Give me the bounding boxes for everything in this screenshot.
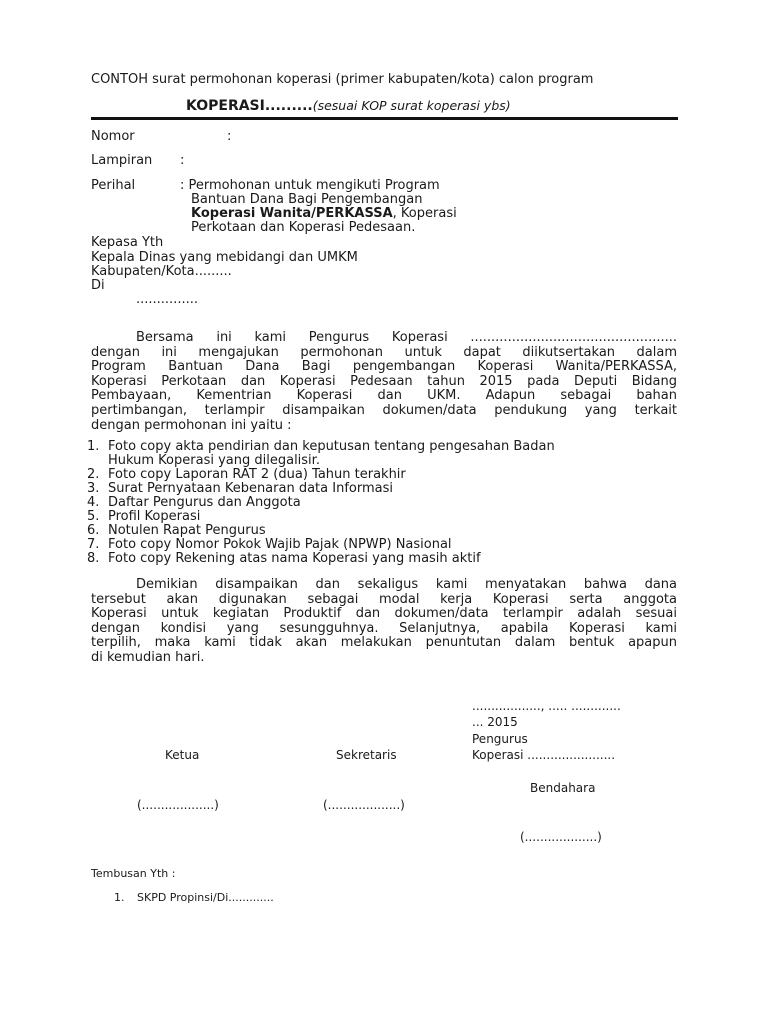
nomor-label: Nomor [91, 129, 135, 144]
paragraph-closing [91, 578, 677, 666]
title-note: (sesuai KOP surat koperasi ybs) [312, 98, 511, 113]
list-item [87, 509, 555, 524]
signature-line-ketua: (...................) [137, 798, 219, 812]
title-koperasi: KOPERASI......... [186, 98, 313, 114]
list-text: Foto copy akta pendirian dan keputusan tentang pengesahan Badan [108, 439, 555, 454]
list-number: 1. [87, 439, 100, 454]
bendahara-label: Bendahara [530, 781, 596, 795]
list-number: 3. [87, 481, 100, 496]
list-text: Notulen Rapat Pengurus [108, 523, 266, 538]
list-number: 4. [87, 495, 100, 510]
list-text: Profil Koperasi [108, 509, 201, 524]
paragraph-line: di kemudian hari. [91, 649, 205, 665]
list-item [87, 481, 555, 496]
address-line: Kepasa Yth [91, 235, 164, 250]
pengurus-label: Pengurus [472, 732, 528, 746]
paragraph-opening [91, 331, 677, 433]
tembusan-item: SKPD Propinsi/Di............. [137, 891, 274, 904]
paragraph-line: Demikian disampaikan dan sekaligus kami menyatakan bahwa dana [136, 577, 677, 592]
address-line: Kepala Dinas yang mebidangi dan UMKM [91, 250, 358, 265]
list-text: Daftar Pengurus dan Anggota [108, 495, 301, 510]
paragraph-line: dengan permohonan ini yaitu : [91, 417, 292, 433]
attachment-list [87, 439, 555, 566]
nomor-colon: : [227, 129, 232, 144]
header-line: CONTOH surat permohonan koperasi (primer kabupaten/kota) calon program [91, 72, 594, 87]
list-text: Hukum Koperasi yang dilegalisir. [108, 453, 320, 468]
list-number: 6. [87, 523, 100, 538]
address-line: Di [91, 278, 105, 293]
list-item [87, 551, 555, 566]
tembusan-number: 1. [114, 891, 125, 904]
document-title [186, 98, 511, 114]
signature-line-bendahara: (...................) [520, 830, 602, 844]
perihal-line: Perkotaan dan Koperasi Pedesaan. [191, 220, 416, 235]
list-item [87, 537, 555, 552]
list-text: Foto copy Laporan RAT 2 (dua) Tahun terakhir [108, 467, 406, 482]
list-item [91, 454, 555, 468]
tembusan-label: Tembusan Yth : [91, 867, 176, 880]
list-number: 8. [87, 551, 100, 566]
paragraph-line: dengan kondisi yang sesungguhnya. Selanjutnya, apabila Koperasi kami [91, 620, 677, 636]
paragraph-line: terpilih, maka kami tidak akan melakukan penuntutan dalam bentuk apapun [91, 635, 677, 651]
list-number: 2. [87, 467, 100, 482]
paragraph-line: tersebut akan digunakan sebagai modal kerja Koperasi serta anggota [91, 591, 677, 607]
list-item [87, 523, 555, 538]
paragraph-line: Pembayaan, Kementrian Koperasi dan UKM. Adapun sebagai bahan [91, 388, 677, 404]
list-item [87, 495, 555, 510]
paragraph-line: Koperasi untuk kegiatan Produktif dan dokumen/data terlampir adalah sesuai [91, 606, 677, 622]
perihal-line: Bantuan Dana Bagi Pengembangan [191, 192, 423, 207]
lampiran-colon: : [180, 153, 185, 168]
lampiran-label: Lampiran [91, 153, 153, 168]
perihal-line [191, 206, 457, 221]
perihal-label: Perihal [91, 178, 136, 193]
list-number: 7. [87, 537, 100, 552]
header-divider [91, 117, 678, 120]
perihal-rest: , Koperasi [392, 206, 457, 221]
perihal-bold: Koperasi Wanita/PERKASSA [191, 206, 393, 221]
list-text: Surat Pernyataan Kebenaran data Informasi [108, 481, 393, 496]
place-date: .................., ..... ............. [472, 699, 621, 713]
paragraph-line: Koperasi Perkotaan dan Koperasi Pedesaan tahun 2015 pada Deputi Bidang [91, 373, 677, 389]
address-line: ............... [136, 292, 198, 307]
koperasi-label: Koperasi ....................... [472, 748, 616, 762]
sekretaris-label: Sekretaris [336, 748, 397, 762]
signature-line-sekretaris: (...................) [323, 798, 405, 812]
list-item [87, 467, 555, 482]
ketua-label: Ketua [165, 748, 200, 762]
address-line: Kabupaten/Kota......... [91, 264, 232, 279]
perihal-line: : Permohonan untuk mengikuti Program [180, 178, 440, 193]
list-item [87, 439, 555, 454]
list-number: 5. [87, 509, 100, 524]
list-text: Foto copy Nomor Pokok Wajib Pajak (NPWP) Nasional [108, 537, 452, 552]
list-text: Foto copy Rekening atas nama Koperasi yang masih aktif [108, 551, 481, 566]
paragraph-line: pertimbangan, terlampir disampaikan dokumen/data pendukung yang terkait [91, 402, 677, 418]
paragraph-line: Program Bantuan Dana Bagi pengembangan Koperasi Wanita/PERKASSA, [91, 359, 677, 375]
paragraph-line: dengan ini mengajukan permohonan untuk dapat diikutsertakan dalam [91, 344, 677, 360]
paragraph-line: Bersama ini kami Pengurus Koperasi .................................................. [136, 330, 677, 345]
year: ... 2015 [472, 715, 518, 729]
